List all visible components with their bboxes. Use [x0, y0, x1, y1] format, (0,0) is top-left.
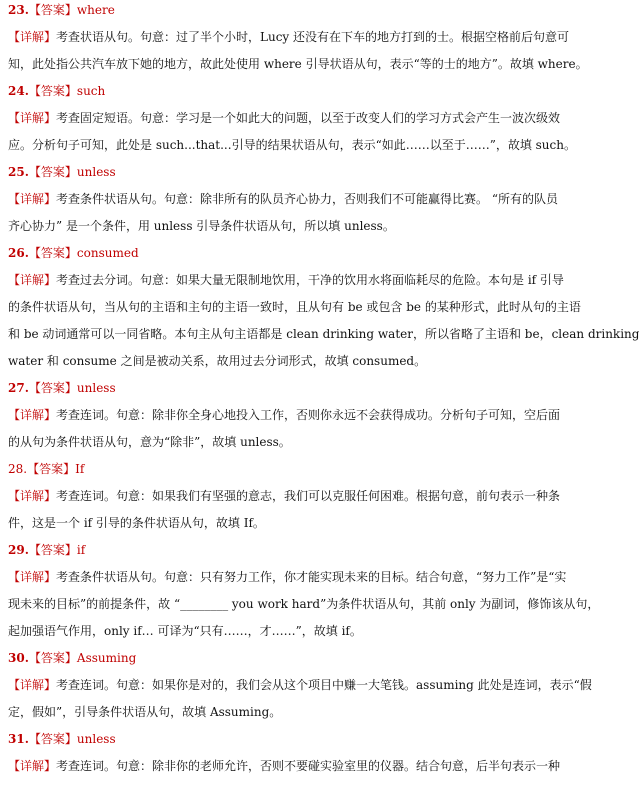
- explain-text: 考查连词。句意：除非你的老师允许，否则不要碰实验室里的仪器。结合句意，后半句表示一种: [56, 759, 561, 773]
- explain-label: 【详解】: [8, 30, 57, 44]
- explain-text: 知，此处指公共汽车放下她的地方，故此处使用 where 引导状语从句，表示“等的士的地方”。故填 where。: [8, 57, 588, 71]
- question-number: 30.: [8, 651, 29, 665]
- answer-value: if: [76, 543, 86, 557]
- explain-label: 【详解】: [8, 489, 57, 503]
- explain-line: [8, 489, 561, 503]
- question-number: 23.: [8, 3, 29, 17]
- explain-text: 考查状语从句。句意：过了半个小时，Lucy 还没有在下车的地方打到的士。根据空格前后句意可: [56, 30, 570, 44]
- answer-label: 【答案】: [28, 543, 77, 557]
- explain-label: 【详解】: [8, 273, 57, 287]
- explain-line: [8, 300, 581, 314]
- explain-text: 考查固定短语。句意：学习是一个如此大的问题，以至于改变人们的学习方式会产生一波次级效: [56, 111, 561, 125]
- explain-line: [8, 57, 588, 71]
- answer-label: 【答案】: [28, 381, 77, 395]
- answer-value: where: [76, 3, 115, 17]
- explain-text: water 和 consume 之间是被动关系，故用过去分词形式，故填 consumed。: [8, 354, 427, 368]
- answer-line-23: [8, 3, 561, 17]
- explain-line: [8, 138, 576, 152]
- question-number: 31.: [8, 732, 29, 746]
- explain-line: [8, 570, 567, 584]
- explain-text: 考查连词。句意：如果你是对的，我们会从这个项目中赚一大笔钱。assuming 此处是连词，表示“假: [56, 678, 592, 692]
- answer-label: 【答案】: [28, 84, 77, 98]
- answer-label: 【答案】: [28, 732, 77, 746]
- answer-value: unless: [76, 165, 116, 179]
- answer-line-31: [8, 732, 561, 746]
- explain-text: 现未来的目标”的前提条件，故 “________ you work hard”为条件状语从句，其前 only 为副词，修饰该从句，: [8, 597, 600, 611]
- explain-line: [8, 408, 561, 422]
- explain-text: 的从句为条件状语从句，意为“除非”，故填 unless。: [8, 435, 291, 449]
- explain-text: 件，这是一个 if 引导的条件状语从句，故填 If。: [8, 516, 265, 530]
- explain-line: [8, 759, 561, 773]
- answer-value: If: [75, 462, 85, 476]
- explain-text: 考查过去分词。句意：如果大量无限制地饮用，干净的饮用水将面临耗尽的危险。本句是 if 引导: [56, 273, 564, 287]
- answer-value: consumed: [76, 246, 139, 260]
- answer-value: unless: [76, 381, 116, 395]
- explain-label: 【详解】: [8, 408, 57, 422]
- explain-text: 起加强语气作用，only if… 可译为“只有……，才……”，故填 if。: [8, 624, 362, 638]
- answer-line-26: [8, 246, 561, 260]
- explain-line: [8, 192, 561, 206]
- explain-label: 【详解】: [8, 111, 57, 125]
- answer-label: 【答案】: [28, 165, 77, 179]
- explain-text: 齐心协力” 是一个条件，用 unless 引导条件状语从句，所以填 unless。: [8, 219, 395, 233]
- explain-line: [8, 435, 561, 449]
- answer-label: 【答案】: [28, 246, 77, 260]
- question-number: 26.: [8, 246, 29, 260]
- explain-line: [8, 354, 561, 368]
- explain-text: 应。分析句子可知，此处是 such...that...引导的结果状语从句，表示“如此……以至于……”，故填 such。: [8, 138, 576, 152]
- answer-line-25: [8, 165, 561, 179]
- explain-text: 的条件状语从句，当从句的主语和主句的主语一致时，且从句有 be 或包含 be 的某种形式，此时从句的主语: [8, 300, 581, 314]
- answer-line-29: [8, 543, 561, 557]
- explain-line: [8, 111, 561, 125]
- question-number: 29.: [8, 543, 29, 557]
- answer-line-28: [8, 462, 561, 476]
- explain-line: [8, 327, 639, 341]
- explain-line: [8, 273, 564, 287]
- answer-line-24: [8, 84, 561, 98]
- answer-value: such: [76, 84, 106, 98]
- explain-line: [8, 30, 570, 44]
- answer-value: unless: [76, 732, 116, 746]
- answer-value: Assuming: [76, 651, 137, 665]
- answer-label: 【答案】: [28, 651, 77, 665]
- explain-line: [8, 516, 561, 530]
- explain-label: 【详解】: [8, 570, 57, 584]
- explain-text: 和 be 动词通常可以一同省略。本句主从句主语都是 clean drinking water，所以省略了主语和 be，clean drinking: [8, 327, 639, 341]
- answer-line-30: [8, 651, 561, 665]
- explain-line: [8, 678, 592, 692]
- explain-text: 考查连词。句意：如果我们有坚强的意志，我们可以克服任何困难。根据句意，前句表示一种条: [56, 489, 561, 503]
- answer-label: 【答案】: [27, 462, 76, 476]
- explain-line: [8, 624, 561, 638]
- question-number: 24.: [8, 84, 29, 98]
- explain-line: [8, 597, 600, 611]
- explain-label: 【详解】: [8, 678, 57, 692]
- answer-line-27: [8, 381, 561, 395]
- explain-text: 考查连词。句意：除非你全身心地投入工作，否则你永远不会获得成功。分析句子可知，空后面: [56, 408, 561, 422]
- explain-text: 定，假如”，引导条件状语从句，故填 Assuming。: [8, 705, 282, 719]
- question-number: 25.: [8, 165, 29, 179]
- question-number: 27.: [8, 381, 29, 395]
- question-number: 28.: [8, 462, 28, 476]
- explain-line: [8, 219, 561, 233]
- explain-label: 【详解】: [8, 192, 57, 206]
- explain-line: [8, 705, 561, 719]
- answer-label: 【答案】: [28, 3, 77, 17]
- explain-label: 【详解】: [8, 759, 57, 773]
- explain-text: 考查条件状语从句。句意：除非所有的队员齐心协力，否则我们不可能赢得比赛。 “所有的队员: [56, 192, 558, 206]
- explain-text: 考查条件状语从句。句意：只有努力工作，你才能实现未来的目标。结合句意，“努力工作”是“实: [56, 570, 567, 584]
